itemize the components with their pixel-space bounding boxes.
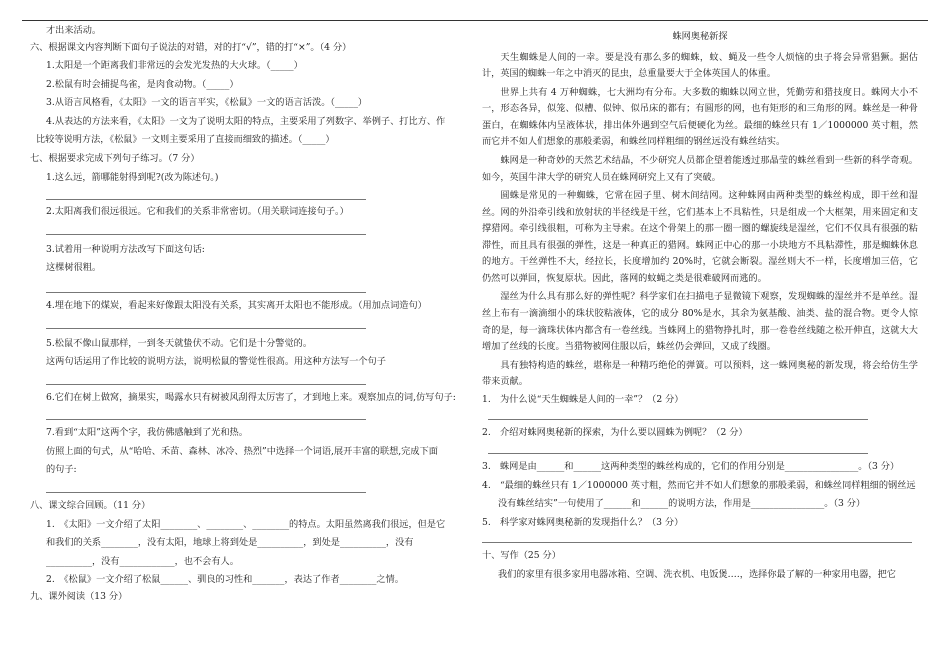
section-10-title: 十、写作（25 分） <box>482 550 561 562</box>
s8-q1: 1. 《太阳》一文介绍了太阳________、________、________的特点。太阳虽然离我们很远，但是它 <box>46 518 446 530</box>
s6-q4: 4.从表达的方法来看，《太阳》一文为了说明太阳的特点，主要采用了列数字、举例子、打比方、作 <box>46 115 446 127</box>
text-line: 才出来活动。 <box>46 25 102 36</box>
writing-prompt: 我们的家里有很多家用电器冰箱、空调、洗衣机、电饭煲.…，选择你最了解的一种家用电器，把它 <box>498 568 896 580</box>
answer-line[interactable] <box>46 492 366 493</box>
answer-line[interactable] <box>488 419 868 420</box>
right-column <box>482 26 918 580</box>
s6-q3: 3.从语言风格看，《太阳》一文的语言平实，《松鼠》一文的语言活泼。（_____） <box>46 97 368 109</box>
question-4: 4. “最细的蛛丝只有 1／1000000 英寸粗，然而它并不如人们想象的那般柔弱，和蛛丝同样粗细的钢丝远 <box>482 479 916 491</box>
question-3: 3. 蛛网是由______和______这两种类型的蛛丝构成的，它们的作用分别是________________。（3 分） <box>482 460 900 472</box>
s6-q4-cont: 比较等说明方法，《松鼠》一文则主要采用了直接而细致的描述。（_____） <box>36 134 335 146</box>
answer-line[interactable] <box>46 328 366 329</box>
answer-line[interactable] <box>46 234 366 235</box>
s6-q2: 2.松鼠有时会捕捉鸟雀，是肉食动物。（_____） <box>46 78 239 90</box>
s7-q7-cont: 仿照上面的句式，从“哈哈、禾苗、森林、冰冷、热烈”中选择一个词语,展开丰富的联想,完成下面 <box>46 445 438 457</box>
s7-q5: 5.松鼠不像山鼠那样，一到冬天就蛰伏不动。它们是十分警觉的。 <box>46 337 313 349</box>
answer-line[interactable] <box>46 384 366 385</box>
section-9-title: 九、课外阅读（13 分） <box>30 590 128 602</box>
answer-line[interactable] <box>46 199 366 200</box>
left-column <box>30 26 472 602</box>
s8-q1-cont2: __________，没有____________，也不会有人。 <box>46 555 239 567</box>
section-8-title: 八、课文综合回顾。（11 分） <box>30 499 151 511</box>
s6-q1: 1.太阳是一个距离我们非常远的会发光发热的大火球。（_____） <box>46 60 303 72</box>
article-paragraph: 世界上共有 4 万种蜘蛛，七大洲均有分布。大多数的蜘蛛以网立世，凭勤劳和猎技度日。蛛网大小不一，形态各异，似笼、似槽、似钟、似吊床的都有；有圆形的网，也有矩形的和三角形的网。蛛丝是一种骨蛋白，在蜘蛛体内呈液体状，排出体外遇到空气后便硬化为丝。最细的蛛丝只有 1／1000000 英寸粗，然而它并不如人们想象的那般柔弱，和蛛丝同样粗细的钢丝远没有蛛丝结实。 <box>482 86 918 148</box>
article-paragraph: 蛛网是一种奇妙的天然艺术结晶，不少研究人员都企望着能透过那晶莹的蛛丝看到一些新的科学奇观。如今，英国牛津大学的研究人员在蛛网研究上又有了突破。 <box>482 154 918 183</box>
s7-q7: 7.看到“太阳”这两个字，我仿佛感触到了光和热。 <box>46 427 248 439</box>
s7-q1: 1.这么远，箭哪能射得到呢?(改为陈述句。) <box>46 171 219 183</box>
question-4-cont: 没有蛛丝结实”一句使用了______和______的说明方法，作用是________________。（3 分） <box>498 498 866 510</box>
answer-line[interactable] <box>488 453 868 454</box>
question-2: 2. 介绍对蛛网奥秘新的探索，为什么要以圆蛛为例呢？（2 分） <box>482 427 748 439</box>
s7-q2: 2.太阳离我们很远很远。它和我们的关系非常密切。（用关联词连接句子。） <box>46 206 349 218</box>
article-paragraph: 具有独特构造的蛛丝，堪称是一种精巧绝伦的弹簧。可以预料，这一蛛网奥秘的新发现，将会给仿生学带来贡献。 <box>482 359 918 388</box>
s7-q5-cont: 这两句话运用了作比较的说明方法，说明松鼠的警觉性很高。用这种方法写一个句子 <box>46 356 386 368</box>
s8-q1-cont: 和我们的关系________，没有太阳，地球上将到处是__________，到处是__________，没有 <box>46 537 414 549</box>
article-title: 蛛网奥秘新探 <box>672 31 728 42</box>
article-paragraph: 天生蜘蛛是人间的一幸。要是没有那么多的蜘蛛，蚊、蝇及一些令人烦恼的虫子将会异常猖獗。据估计，英国的蜘蛛一年之中消灭的昆虫，总重量要大于全体英国人的体重。 <box>482 51 918 80</box>
answer-line[interactable] <box>46 419 366 420</box>
article-paragraph: 湿丝为什么具有那么好的弹性呢？科学家们在扫描电子显微镜下观察，发现蜘蛛的湿丝并不是单丝。湿丝上布有一滴滴细小的珠状胶粘液体，它的成分 80%是水，其余为氨基酸、油类、盐的混合物。更令人惊奇的是，每一滴珠状体内都含有一卷丝线。当蛛网上的猎物挣扎时，那一卷卷丝线随之松开伸直，这就大大增加了丝线的长度。当猎物被网住服以后，蛛丝仍会弹回，又成了线圈。 <box>482 291 918 353</box>
header-rule <box>22 20 928 21</box>
section-7-title: 七、根据要求完成下列句子练习。（7 分） <box>30 153 200 165</box>
answer-line[interactable] <box>46 292 366 293</box>
s7-q6: 6.它们在树上做窝，摘果实，喝露水只有树被风刮得太厉害了，才到地上来。观察加点的词,仿写句子: <box>46 391 456 403</box>
section-6-title: 六、根据课文内容判断下面句子说法的对错，对的打“√”，错的打“×”。（4 分） <box>30 41 352 53</box>
s8-q2: 2. 《松鼠》一文介绍了松鼠______、驯良的习性和_______，表达了作者________之情。 <box>46 574 404 586</box>
s7-q4: 4.埋在地下的煤炭，看起来好像跟太阳没有关系，其实离开太阳也不能形成。（用加点词造句） <box>46 299 427 311</box>
answer-line[interactable] <box>482 542 912 543</box>
question-5: 5. 科学家对蛛网奥秘新的发现指什么？（3 分） <box>482 516 684 528</box>
s7-q3: 3.试着用一种说明方法改写下面这句话: <box>46 243 205 255</box>
s7-q3-sentence: 这棵树很粗。 <box>46 262 102 274</box>
question-1: 1. 为什么说“天生蜘蛛是人间的一幸”？（2 分） <box>482 393 684 405</box>
article-paragraph: 圆蛛是常见的一种蜘蛛，它常在园子里、树木间结网。这种蛛网由两种类型的蛛丝构成，即干丝和湿丝。网的外沿牵引线和放射状的半径线是干丝，它们基本上不具粘性，只是组成一个大框架，用来固定和支撑猎网。牵引线很粗，可称为主导索。在这个骨架上的那一圈一圈的螺旋线是湿丝，它们不仅具有很强的粘滞性，而且具有很强的弹性，这是一种真正的猎网。蛛网正中心的那一小块地方不具粘滞性，那是蜘蛛休息的地方。干丝弹性不大，经拉长，长度增加约 20%时，它就会断裂。湿丝则大不一样，长度增加三倍，它仍然可以弹回，恢复原状。因此，落网的蚊蝇之类是很难破网而逃的。 <box>482 190 918 284</box>
s7-q7-cont2: 的句子: <box>46 464 77 476</box>
